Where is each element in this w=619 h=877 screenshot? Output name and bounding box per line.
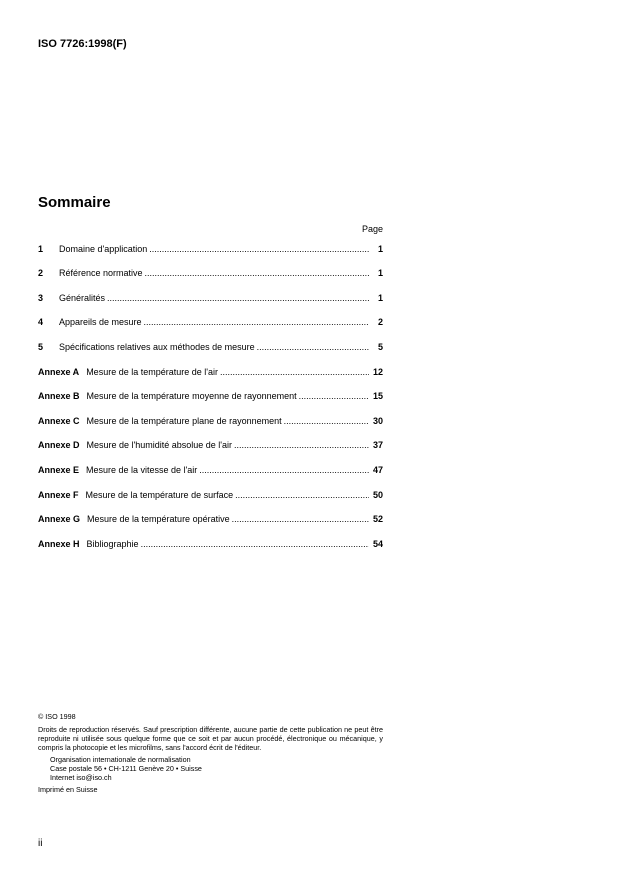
toc-entry-leader-dots — [199, 464, 369, 476]
toc-entry-label: Spécifications relatives aux méthodes de mesure — [59, 341, 255, 352]
toc-entry[interactable] — [38, 427, 383, 452]
toc-entry-leader-dots — [235, 489, 369, 501]
toc-entry-page: 50 — [372, 489, 383, 500]
toc-entry-label: Mesure de la température de l'air — [86, 366, 218, 377]
toc-entry-page: 1 — [377, 268, 383, 279]
toc-entry-number: 5 — [38, 341, 44, 352]
toc-entry-leader-dots — [234, 439, 369, 451]
toc-entry-leader-dots — [149, 243, 369, 255]
toc-entry-number: Annexe F — [38, 489, 79, 500]
toc-entry-leader-dots — [144, 316, 369, 328]
toc-entry-number: Annexe G — [38, 514, 81, 525]
toc-entry-leader-dots — [257, 341, 369, 353]
toc-entry-label: Bibliographie — [86, 538, 139, 549]
toc-entry[interactable] — [38, 378, 383, 403]
page-column-label: Page — [361, 224, 383, 234]
page-title: Sommaire — [38, 194, 111, 211]
toc-entry-page: 52 — [372, 514, 383, 525]
toc-entry[interactable] — [38, 476, 383, 501]
toc-entry-number: Annexe B — [38, 391, 80, 402]
toc-entry-label: Généralités — [59, 292, 106, 303]
toc-entry[interactable] — [38, 328, 383, 353]
toc-entry-leader-dots — [220, 366, 369, 378]
toc-entry-number: Annexe D — [38, 440, 80, 451]
toc-entry-number: 3 — [38, 292, 44, 303]
toc-entry[interactable] — [38, 525, 383, 550]
toc-entry-label: Domaine d'application — [59, 243, 148, 254]
toc-entry-page: 37 — [372, 440, 383, 451]
toc-entry-page: 5 — [377, 341, 383, 352]
table-of-contents — [38, 240, 383, 560]
publisher-postal-address: Case postale 56 • CH-1211 Genève 20 • Suisse — [50, 764, 202, 773]
toc-entry-page: 47 — [372, 464, 383, 475]
toc-entry-page: 1 — [377, 243, 383, 254]
toc-entry[interactable] — [38, 304, 383, 329]
toc-entry-page: 2 — [377, 317, 383, 328]
toc-entry-label: Mesure de la température moyenne de rayonnement — [86, 391, 297, 402]
toc-entry-leader-dots — [107, 292, 369, 304]
printed-in: Imprimé en Suisse — [38, 785, 98, 794]
toc-entry-label: Mesure de la température plane de rayonnement — [86, 415, 282, 426]
toc-entry-number: Annexe A — [38, 366, 80, 377]
toc-entry-page: 1 — [377, 292, 383, 303]
toc-entry-number: Annexe C — [38, 415, 80, 426]
toc-entry[interactable] — [38, 451, 383, 476]
toc-entry-label: Appareils de mesure — [59, 317, 142, 328]
toc-entry-label: Référence normative — [59, 268, 143, 279]
copyright-rights-text: Droits de reproduction réservés. Sauf prescription différente, aucune partie de cette publication ne peut être reproduite ni utilisée sous quelque forme que ce soit et par aucun procédé, électronique ou mécanique, y compris la photocopie et les microfilms, sans l'accord écrit de l'éditeur. — [38, 725, 383, 752]
toc-entry-label: Mesure de la vitesse de l'air — [86, 464, 198, 475]
toc-entry-number: 2 — [38, 268, 44, 279]
toc-entry-page: 12 — [372, 366, 383, 377]
copyright-block — [38, 712, 383, 794]
toc-entry-label: Mesure de l'humidité absolue de l'air — [86, 440, 233, 451]
page-number: ii — [38, 838, 43, 849]
toc-entry-label: Mesure de la température opérative — [87, 514, 230, 525]
toc-entry-number: Annexe H — [38, 538, 80, 549]
toc-entry[interactable] — [38, 279, 383, 304]
toc-entry-leader-dots — [145, 267, 369, 279]
toc-entry[interactable] — [38, 255, 383, 280]
toc-entry[interactable] — [38, 353, 383, 378]
publisher-internet: Internet iso@iso.ch — [50, 773, 112, 782]
publisher-address — [50, 755, 383, 782]
toc-entry-leader-dots — [232, 513, 369, 525]
publisher-org: Organisation internationale de normalisation — [50, 755, 191, 764]
toc-entry-leader-dots — [284, 415, 369, 427]
toc-entry[interactable] — [38, 230, 383, 255]
toc-entry-page: 30 — [372, 415, 383, 426]
toc-entry-page: 15 — [372, 391, 383, 402]
toc-entry-leader-dots — [141, 538, 369, 550]
toc-entry-label: Mesure de la température de surface — [85, 489, 234, 500]
toc-entry-number: 4 — [38, 317, 44, 328]
toc-entry-number: Annexe E — [38, 464, 80, 475]
toc-entry[interactable] — [38, 501, 383, 526]
toc-entry-page: 54 — [372, 538, 383, 549]
toc-entry-leader-dots — [299, 390, 369, 402]
toc-entry[interactable] — [38, 402, 383, 427]
copyright-notice: © ISO 1998 — [38, 712, 76, 721]
toc-entry-number: 1 — [38, 243, 44, 254]
document-id-header: ISO 7726:1998(F) — [38, 38, 127, 50]
